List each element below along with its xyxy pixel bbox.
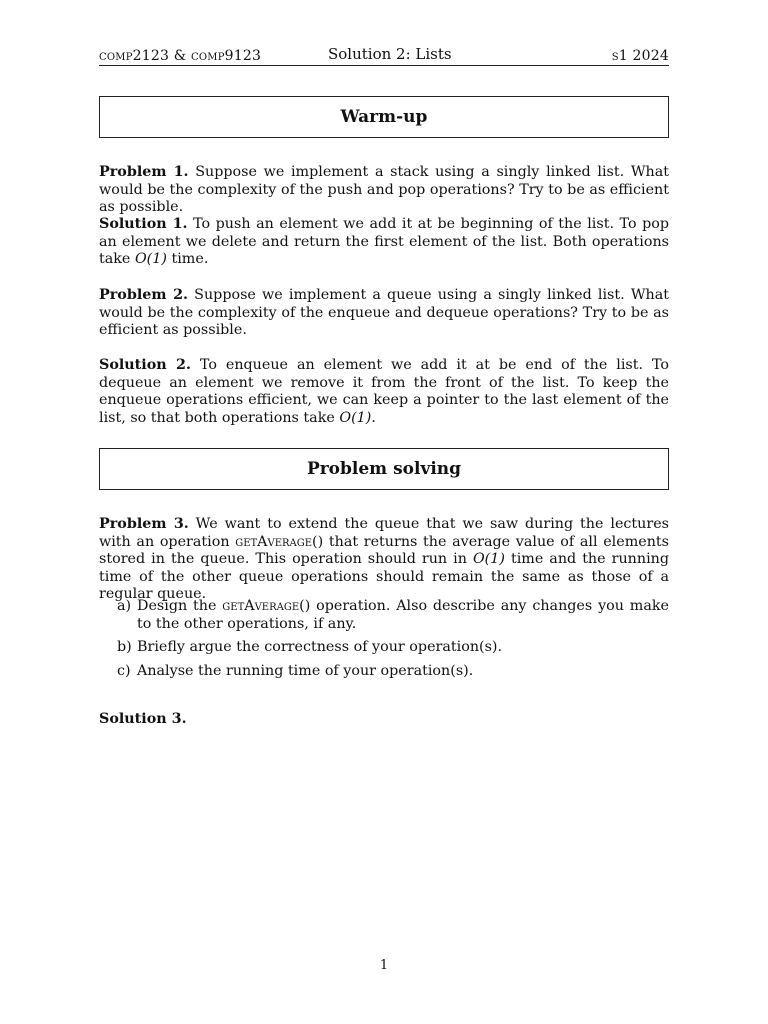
section-heading-warmup: Warm-up xyxy=(99,96,669,138)
problem-3-subtasks xyxy=(117,598,669,686)
solution-3 xyxy=(99,711,669,729)
course-code: comp2123 & comp9123 xyxy=(99,48,262,64)
subtask-op-name: getAverage xyxy=(222,598,300,614)
list-item xyxy=(117,663,669,681)
problem-3-math: O(1) xyxy=(472,551,505,567)
subtask-text: Analyse the running time of your operation(s). xyxy=(137,662,474,679)
solution-2-text-end: . xyxy=(371,409,376,426)
problem-3-text-c: time and the running time of the other queue operations should remain the same as those of a regular queue. xyxy=(99,551,670,602)
semester: s1 2024 xyxy=(611,48,669,64)
problem-1-label: Problem 1. xyxy=(99,164,189,180)
page-header xyxy=(99,45,669,66)
solution-1-text: To push an element we add it at be beginning of the list. To pop an element we delete and return the first element of the list. Both operations take xyxy=(99,216,670,267)
problem-1-text: Suppose we implement a stack using a singly linked list. What would be the complexity of the push and pop operations? Try to be as efficient as possible. xyxy=(99,164,670,215)
problem-2 xyxy=(99,287,669,340)
problem-3-text-b: () that returns the average value of all elements stored in the queue. This operation should run in xyxy=(99,533,669,567)
list-item xyxy=(117,639,669,657)
solution-2-math: O(1) xyxy=(339,409,372,426)
subtask-text: Briefly argue the correctness of your operation(s). xyxy=(137,639,503,655)
subtask-text: Design the xyxy=(137,598,223,614)
problem-3-op-name: getAverage xyxy=(235,533,313,550)
solution-2 xyxy=(99,357,669,427)
list-item xyxy=(117,598,669,633)
subtask-label: b) xyxy=(117,639,132,655)
solution-2-label: Solution 2. xyxy=(99,357,191,373)
problem-2-text: Suppose we implement a queue using a singly linked list. What would be the complexity of the enqueue and dequeue operations? Try to be as efficient as possible. xyxy=(99,287,670,338)
subtask-label: c) xyxy=(117,662,131,679)
solution-2-text: To enqueue an element we add it at be end of the list. To dequeue an element we remove it from the front of the list. To keep the enqueue operations efficient, we can keep a pointer to the last element of the list, so that both operations take xyxy=(99,357,670,426)
problem-3-text: We want to extend the queue that we saw during the lectures with an operation xyxy=(99,516,669,550)
problem-1 xyxy=(99,164,669,217)
section-heading-problem-solving: Problem solving xyxy=(99,448,669,490)
subtask-label: a) xyxy=(117,598,132,614)
solution-1-text-end: time. xyxy=(166,251,209,267)
problem-2-label: Problem 2. xyxy=(99,287,188,303)
problem-3 xyxy=(99,516,669,604)
solution-1 xyxy=(99,216,669,269)
solution-3-label: Solution 3. xyxy=(99,711,187,727)
problem-3-label: Problem 3. xyxy=(99,516,189,532)
page-number: 1 xyxy=(379,958,389,973)
solution-1-math: O(1) xyxy=(134,251,167,267)
subtask-text-b: () operation. Also describe any changes you make to the other operations, if any. xyxy=(137,598,669,632)
document-title: Solution 2: Lists xyxy=(328,45,452,63)
solution-1-label: Solution 1. xyxy=(99,216,188,232)
